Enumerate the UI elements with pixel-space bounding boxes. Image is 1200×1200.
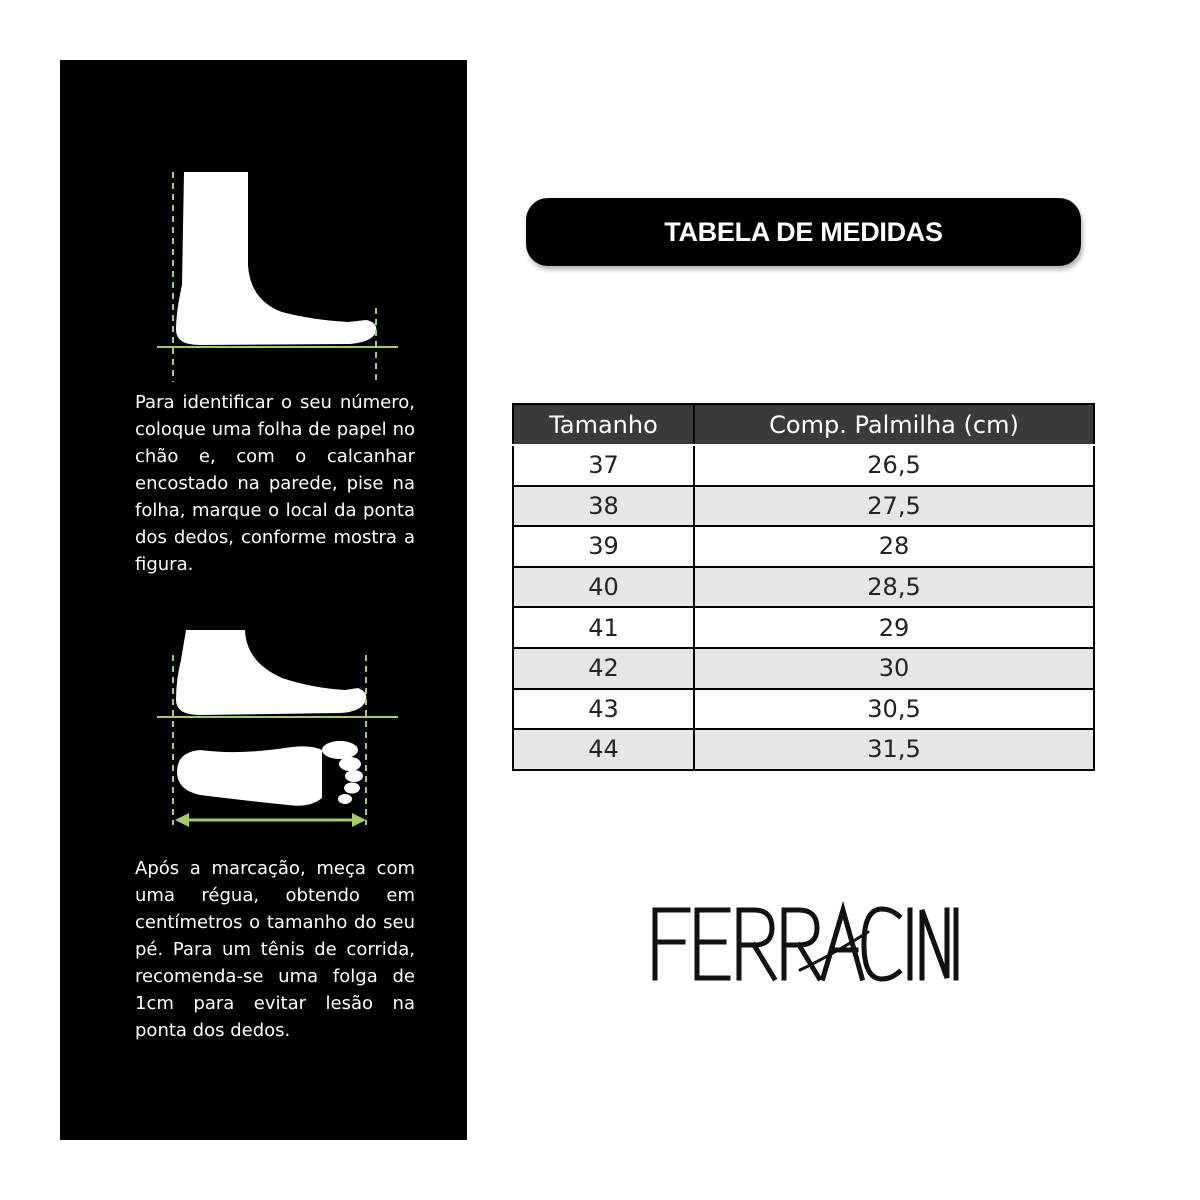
length-cell: 29	[694, 607, 1094, 648]
size-cell: 42	[513, 648, 694, 689]
measurement-arrow-icon	[175, 813, 366, 827]
length-cell: 31,5	[694, 729, 1094, 770]
length-cell: 26,5	[694, 445, 1094, 486]
table-row	[513, 526, 1094, 567]
size-cell: 43	[513, 689, 694, 730]
instruction-text-2: Após a marcação, meça com uma régua, obtendo em centímetros o tamanho do seu pé. Para um tênis de corrida, recomenda-se uma folga de 1cm para evitar lesão na ponta dos dedos.	[135, 858, 415, 1041]
size-cell: 37	[513, 445, 694, 486]
page-title: TABELA DE MEDIDAS	[664, 216, 943, 247]
size-cell: 40	[513, 567, 694, 608]
table-row	[513, 729, 1094, 770]
foot-side-view-measure-icon	[176, 630, 366, 715]
title-banner	[526, 198, 1081, 266]
table-row	[513, 445, 1094, 486]
column-header-insole-length: Comp. Palmilha (cm)	[694, 404, 1094, 445]
table-row	[513, 607, 1094, 648]
table-row	[513, 648, 1094, 689]
column-header-size: Tamanho	[513, 404, 694, 445]
table-row	[513, 689, 1094, 730]
instruction-text-1: Para identificar o seu número, coloque uma folha de papel no chão e, com o calcanhar encostado na parede, pise na folha, marque o local da ponta dos dedos, conforme mostra a figura.	[135, 392, 415, 575]
table-row	[513, 486, 1094, 527]
table-row	[513, 567, 1094, 608]
size-cell: 39	[513, 526, 694, 567]
length-cell: 27,5	[694, 486, 1094, 527]
size-cell: 41	[513, 607, 694, 648]
foot-side-view-icon	[176, 172, 376, 345]
size-cell: 38	[513, 486, 694, 527]
ferracini-logo	[650, 898, 960, 988]
length-cell: 28	[694, 526, 1094, 567]
length-cell: 30	[694, 648, 1094, 689]
size-chart-table	[512, 403, 1095, 771]
length-cell: 28,5	[694, 567, 1094, 608]
length-cell: 30,5	[694, 689, 1094, 730]
instructions-panel	[60, 60, 467, 1140]
size-cell: 44	[513, 729, 694, 770]
table-header-row	[513, 404, 1094, 445]
footprint-top-view-icon	[177, 741, 363, 806]
